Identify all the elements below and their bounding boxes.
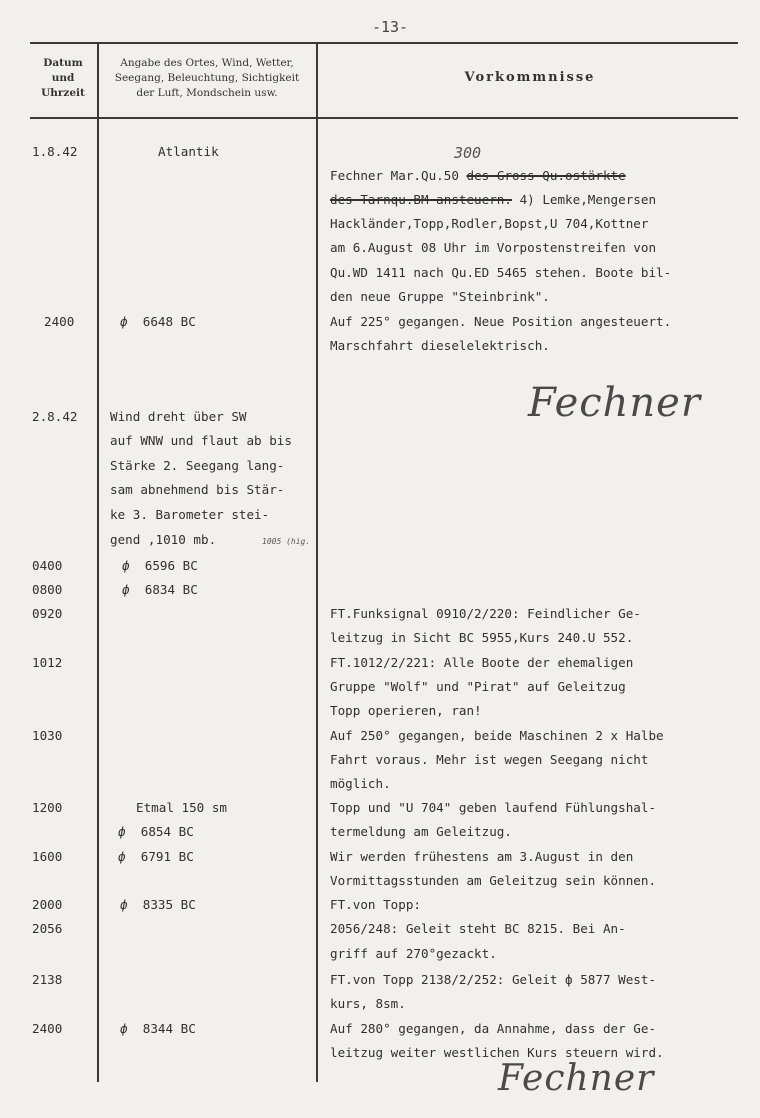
weather-line: gend ,1010 mb. bbox=[110, 532, 217, 547]
position-symbol-icon: ф bbox=[118, 824, 126, 839]
signature: Fechner bbox=[498, 1058, 655, 1099]
time-entry: 2.8.42 bbox=[32, 409, 78, 424]
position-value: 6834 BC bbox=[144, 582, 198, 597]
event-line: FT.von Topp: bbox=[330, 897, 421, 912]
position-value: 6648 BC bbox=[142, 314, 196, 329]
event-line: am 6.August 08 Uhr im Vorpostenstreifen von bbox=[330, 240, 657, 255]
event-line: FT.von Topp 2138/2/252: Geleit ф 5877 West- bbox=[330, 972, 657, 987]
position-value: 8344 BC bbox=[142, 1021, 196, 1036]
time-entry: 1030 bbox=[32, 728, 63, 743]
event-line: Auf 280° gegangen, da Annahme, dass der Ge- bbox=[330, 1021, 657, 1036]
weather-line: Stärke 2. Seegang lang- bbox=[110, 458, 285, 473]
event-line: kurs, 8sm. bbox=[330, 996, 406, 1011]
event-line: Wir werden frühestens am 3.August in den bbox=[330, 849, 634, 864]
position-entry bbox=[122, 578, 198, 602]
time-entry: 2400 bbox=[44, 314, 75, 329]
position-entry bbox=[122, 554, 198, 578]
header-ort-line: Angabe des Ortes, Wind, Wetter, bbox=[120, 57, 294, 69]
column-divider-1 bbox=[97, 42, 99, 1082]
time-entry: 1200 bbox=[32, 800, 63, 815]
time-entry: 1600 bbox=[32, 849, 63, 864]
struck-text: des Tarnqu.BM ansteuern. bbox=[330, 192, 512, 207]
event-line: Marschfahrt dieselelektrisch. bbox=[330, 338, 550, 353]
event-line: 2056/248: Geleit steht BC 8215. Bei An- bbox=[330, 921, 626, 936]
position-entry bbox=[120, 310, 196, 334]
position-entry bbox=[118, 820, 194, 844]
time-entry: 2000 bbox=[32, 897, 63, 912]
handwritten-note: 300 bbox=[454, 144, 482, 162]
event-line: Gruppe "Wolf" und "Pirat" auf Geleitzug bbox=[330, 679, 626, 694]
position-symbol-icon: ф bbox=[122, 582, 130, 597]
position-value: 6791 BC bbox=[140, 849, 194, 864]
struck-text: des Gross Qu.ostärkte bbox=[466, 168, 626, 183]
event-line: FT.Funksignal 0910/2/220: Feindlicher Ge- bbox=[330, 606, 641, 621]
time-entry: 2056 bbox=[32, 921, 63, 936]
weather-line: auf WNW und flaut ab bis bbox=[110, 433, 292, 448]
time-entry: 0920 bbox=[32, 606, 63, 621]
header-datum bbox=[32, 56, 94, 101]
place-entry: Atlantik bbox=[158, 144, 219, 159]
position-symbol-icon: ф bbox=[118, 849, 126, 864]
event-line: griff auf 270°gezackt. bbox=[330, 946, 497, 961]
time-entry: 2138 bbox=[32, 972, 63, 987]
event-line: Topp operieren, ran! bbox=[330, 703, 482, 718]
event-line: Hackländer,Topp,Rodler,Bopst,U 704,Kottner bbox=[330, 216, 649, 231]
event-line bbox=[330, 188, 656, 212]
header-datum-line: Uhrzeit bbox=[41, 87, 85, 99]
event-line: Topp und "U 704" geben laufend Fühlungshal- bbox=[330, 800, 657, 815]
event-line: FT.1012/2/221: Alle Boote der ehemaligen bbox=[330, 655, 634, 670]
event-line: leitzug weiter westlichen Kurs steuern wird. bbox=[330, 1045, 664, 1060]
position-value: 6596 BC bbox=[144, 558, 198, 573]
position-symbol-icon: ф bbox=[120, 314, 128, 329]
header-datum-line: Datum bbox=[43, 57, 83, 69]
time-entry: 0400 bbox=[32, 558, 63, 573]
event-line: Fahrt voraus. Mehr ist wegen Seegang nicht bbox=[330, 752, 649, 767]
header-rule bbox=[30, 117, 738, 119]
position-entry bbox=[120, 893, 196, 917]
position-entry bbox=[118, 845, 194, 869]
event-line: termeldung am Geleitzug. bbox=[330, 824, 512, 839]
position-symbol-icon: ф bbox=[120, 1021, 128, 1036]
position-value: 6854 BC bbox=[140, 824, 194, 839]
event-line: Auf 225° gegangen. Neue Position angesteuert. bbox=[330, 314, 672, 329]
event-text: Fechner Mar.Qu.50 bbox=[330, 168, 467, 183]
position-value: 8335 BC bbox=[142, 897, 196, 912]
event-line: möglich. bbox=[330, 776, 391, 791]
time-entry: 1012 bbox=[32, 655, 63, 670]
header-vorkommnisse: Vorkommnisse bbox=[464, 70, 596, 85]
time-entry: 0800 bbox=[32, 582, 63, 597]
handwritten-note: 1005 (hig. bbox=[262, 537, 311, 546]
event-line: Qu.WD 1411 nach Qu.ED 5465 stehen. Boote bil- bbox=[330, 265, 672, 280]
event-line: leitzug in Sicht BC 5955,Kurs 240.U 552. bbox=[330, 630, 634, 645]
time-entry: 1.8.42 bbox=[32, 144, 78, 159]
weather-line: sam abnehmend bis Stär- bbox=[110, 482, 285, 497]
event-line: Auf 250° gegangen, beide Maschinen 2 x Halbe bbox=[330, 728, 664, 743]
event-line bbox=[330, 164, 626, 188]
weather-line: Wind dreht über SW bbox=[110, 409, 247, 424]
column-divider-2 bbox=[316, 42, 318, 1082]
event-line: Vormittagsstunden am Geleitzug sein können. bbox=[330, 873, 657, 888]
page-number: -13- bbox=[371, 18, 409, 36]
signature: Fechner bbox=[528, 380, 701, 426]
event-text: 4) Lemke,Mengersen bbox=[511, 192, 657, 207]
position-entry bbox=[120, 1017, 196, 1041]
header-ort-line: der Luft, Mondschein usw. bbox=[136, 87, 278, 99]
position-symbol-icon: ф bbox=[120, 897, 128, 912]
header-datum-line: und bbox=[51, 72, 75, 84]
position-symbol-icon: ф bbox=[122, 558, 130, 573]
time-entry: 2400 bbox=[32, 1021, 63, 1036]
event-line: den neue Gruppe "Steinbrink". bbox=[330, 289, 550, 304]
header-ort bbox=[100, 56, 314, 101]
top-rule bbox=[30, 42, 738, 44]
weather-line: ke 3. Barometer stei- bbox=[110, 507, 270, 522]
header-ort-line: Seegang, Beleuchtung, Sichtigkeit bbox=[114, 72, 300, 84]
place-entry: Etmal 150 sm bbox=[136, 800, 227, 815]
